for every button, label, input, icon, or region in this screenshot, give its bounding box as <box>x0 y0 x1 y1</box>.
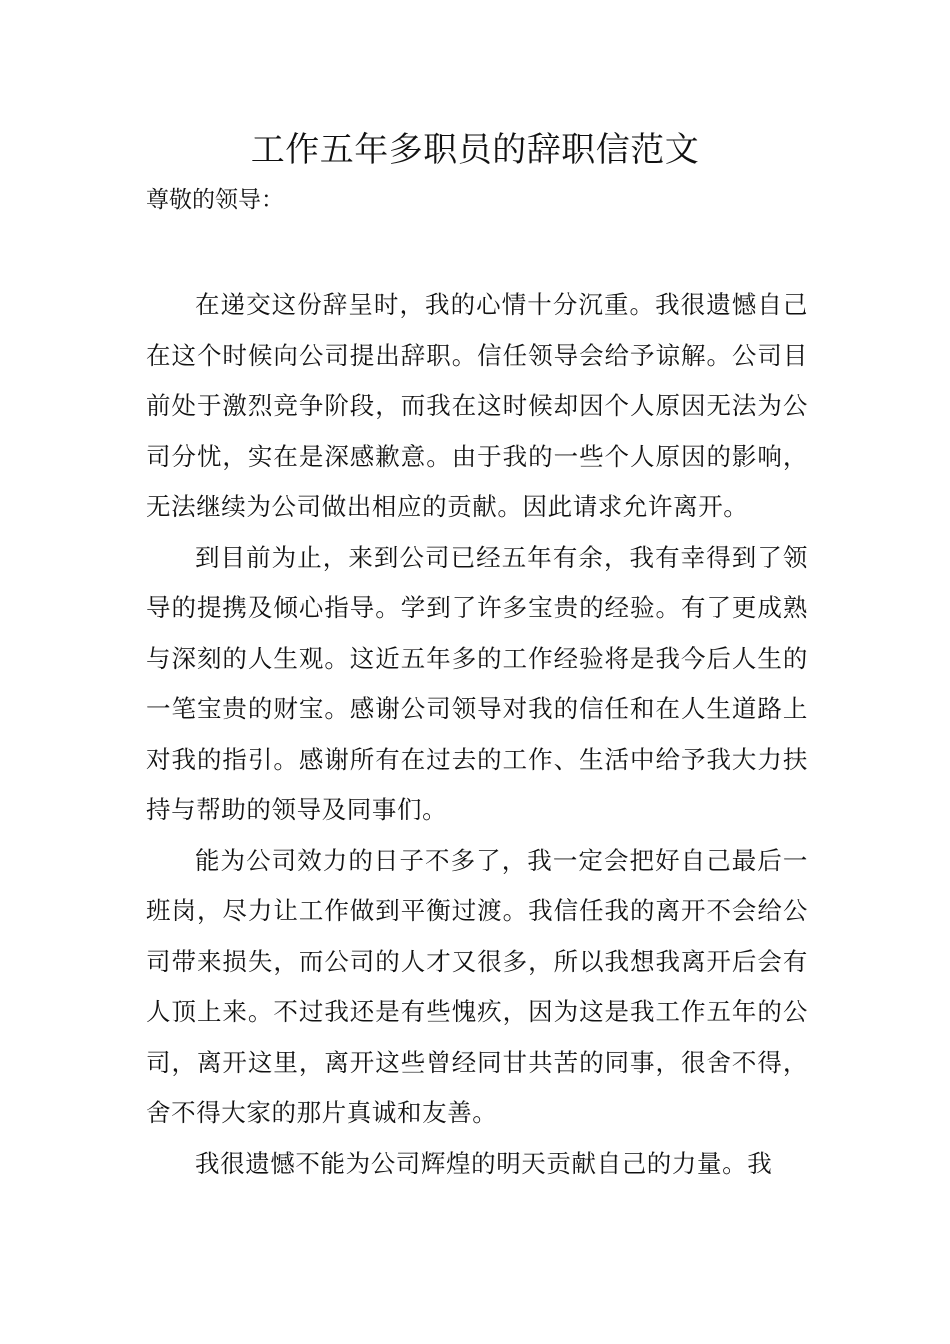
paragraph-3: 能为公司效力的日子不多了，我一定会把好自己最后一班岗，尽力让工作做到平衡过渡。我信任我的离开不会给公司带来损失，而公司的人才又很多，所以我想我离开后会有人顶上来。不过我还是有些愧疚，因为这是我工作五年的公司，离开这里，离开这些曾经同甘共苦的同事，很舍不得，舍不得大家的那片真诚和友善。 <box>146 845 808 1127</box>
document-title: 工作五年多职员的辞职信范文 <box>250 130 700 170</box>
paragraph-1: 在递交这份辞呈时，我的心情十分沉重。我很遗憾自己在这个时候向公司提出辞职。信任领导会给予谅解。公司目前处于激烈竞争阶段，而我在这时候却因个人原因无法为公司分忧，实在是深感歉意。由于我的一些个人原因的影响，无法继续为公司做出相应的贡献。因此请求允许离开。 <box>146 290 808 521</box>
paragraph-2: 到目前为止，来到公司已经五年有余，我有幸得到了领导的提携及倾心指导。学到了许多宝贵的经验。有了更成熟与深刻的人生观。这近五年多的工作经验将是我今后人生的一笔宝贵的财宝。感谢公司领导对我的信任和在人生道路上对我的指引。感谢所有在过去的工作、生活中给予我大力扶持与帮助的领导及同事们。 <box>146 542 808 824</box>
salutation: 尊敬的领导： <box>146 187 284 213</box>
paragraph-4: 我很遗憾不能为公司辉煌的明天贡献自己的力量。我 <box>195 1148 773 1178</box>
letter-body <box>146 280 808 1189</box>
